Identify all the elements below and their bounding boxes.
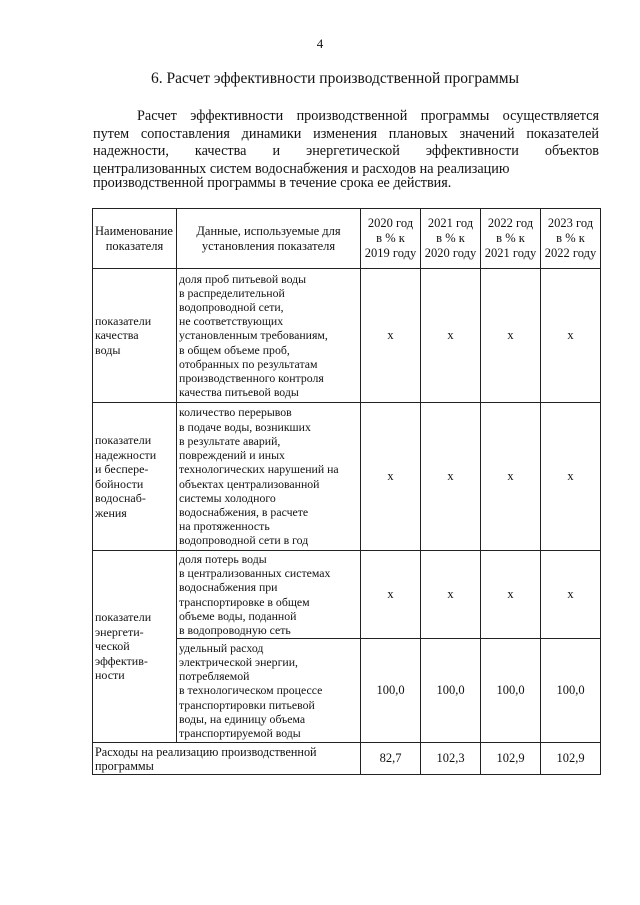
energy-water-loss-value-2020: x bbox=[361, 551, 421, 639]
expenses-value-2022: 102,9 bbox=[481, 743, 541, 775]
header-year-2023: 2023 год в % к 2022 году bbox=[541, 209, 601, 269]
intro-paragraph-last-line: производственной программы в течение срока ее действия. bbox=[93, 175, 452, 191]
header-year-2020: 2020 год в % к 2019 году bbox=[361, 209, 421, 269]
table-row-energy-water-loss bbox=[93, 551, 601, 639]
table-row-quality bbox=[93, 269, 601, 403]
energy-consumption-value-2020: 100,0 bbox=[361, 639, 421, 743]
header-year-2022: 2022 год в % к 2021 году bbox=[481, 209, 541, 269]
header-year-2021: 2021 год в % к 2020 году bbox=[421, 209, 481, 269]
quality-indicator-name: показатели качества воды bbox=[93, 269, 177, 403]
expenses-value-2021: 102,3 bbox=[421, 743, 481, 775]
energy-consumption-value-2022: 100,0 bbox=[481, 639, 541, 743]
table-row-expenses bbox=[93, 743, 601, 775]
table-header-row bbox=[93, 209, 601, 269]
quality-data-description: доля проб питьевой воды в распределительной водопроводной сети, не соответствующих установленным требованиям, в общем объеме проб, отобранных по результатам производственного контроля качества питьевой воды bbox=[177, 269, 361, 403]
energy-water-loss-value-2021: x bbox=[421, 551, 481, 639]
expenses-value-2020: 82,7 bbox=[361, 743, 421, 775]
intro-paragraph: Расчет эффективности производственной программы осуществляется путем сопоставления динамики изменения плановых значений показателей надежности, качества и энергетической эффективности объектов централизованных систем водоснабжения и расходов на реализацию bbox=[93, 108, 599, 177]
section-title: 6. Расчет эффективности производственной программы bbox=[151, 70, 519, 87]
reliability-indicator-name: показатели надежности и беспере- бойности водоснаб- жения bbox=[93, 403, 177, 551]
energy-indicator-name: показатели энергети- ческой эффектив- ности bbox=[93, 551, 177, 743]
header-data-used: Данные, используемые для установления показателя bbox=[177, 209, 361, 269]
expenses-label: Расходы на реализацию производственной программы bbox=[93, 743, 361, 775]
quality-value-2021: x bbox=[421, 269, 481, 403]
indicators-table bbox=[92, 208, 601, 775]
quality-value-2023: x bbox=[541, 269, 601, 403]
reliability-value-2023: x bbox=[541, 403, 601, 551]
header-indicator-name: Наименование показателя bbox=[93, 209, 177, 269]
reliability-value-2021: x bbox=[421, 403, 481, 551]
page-number: 4 bbox=[316, 36, 324, 51]
reliability-data-description: количество перерывов в подаче воды, возникших в результате аварий, повреждений и иных технологических нарушений на объектах централизованной системы холодного водоснабжения, в расчете на протяженность водопроводной сети в год bbox=[177, 403, 361, 551]
energy-water-loss-value-2023: x bbox=[541, 551, 601, 639]
quality-value-2020: x bbox=[361, 269, 421, 403]
expenses-value-2023: 102,9 bbox=[541, 743, 601, 775]
energy-consumption-value-2021: 100,0 bbox=[421, 639, 481, 743]
reliability-value-2020: x bbox=[361, 403, 421, 551]
table-row-reliability bbox=[93, 403, 601, 551]
energy-consumption-value-2023: 100,0 bbox=[541, 639, 601, 743]
reliability-value-2022: x bbox=[481, 403, 541, 551]
quality-value-2022: x bbox=[481, 269, 541, 403]
energy-consumption-description: удельный расход электрической энергии, потребляемой в технологическом процессе транспортировки питьевой воды, на единицу объема транспортируемой воды bbox=[177, 639, 361, 743]
energy-water-loss-value-2022: x bbox=[481, 551, 541, 639]
energy-water-loss-description: доля потерь воды в централизованных системах водоснабжения при транспортировке в общем объеме воды, поданной в водопроводную сеть bbox=[177, 551, 361, 639]
